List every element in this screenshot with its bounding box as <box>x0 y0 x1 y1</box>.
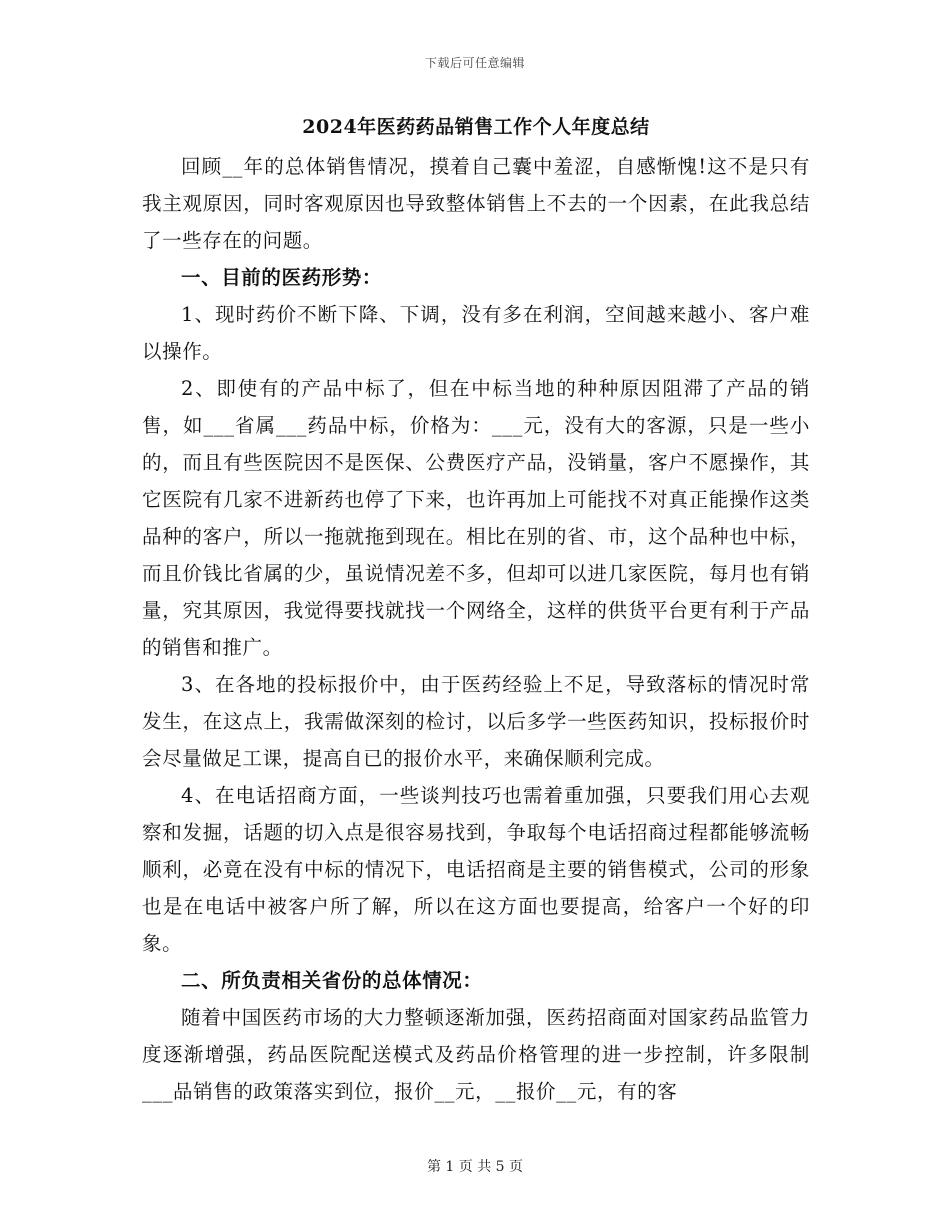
paragraph-section-2: 随着中国医药市场的大力整顿逐渐加强，医药招商面对国家药品监管力度逐渐增强，药品医院配送模式及药品价格管理的进一步控制，许多限制___品销售的政策落实到位，报价__元，__报价__元，有的客 <box>142 1006 810 1103</box>
paragraph-item-4: 4、在电话招商方面，一些谈判技巧也需着重加强，只要我们用心去观察和发掘，话题的切入点是很容易找到，争取每个电话招商过程都能够流畅顺利，必竟在没有中标的情况下，电话招商是主要的销售模式，公司的形象也是在电话中被客户所了解，所以在这方面也要提高，给客户一个好的印象。 <box>142 784 810 955</box>
header-note: 下载后可任意编辑 <box>424 56 525 70</box>
paragraph-item-1: 1、现时药价不断下降、下调，没有多在利润，空间越来越小、客户难以操作。 <box>142 303 810 363</box>
page-number: 第 1 页 共 5 页 <box>426 1159 524 1175</box>
paragraph-item-2: 2、即使有的产品中标了，但在中标当地的种种原因阻滞了产品的销售，如___省属___药品中标，价格为：___元，没有大的客源，只是一些小的，而且有些医院因不是医保、公费医疗产品，没销量，客户不愿操作，其它医院有几家不进新药也停了下来，也许再加上可能找不对真正能操作这类品种的客户，所以一拖就拖到现在。相比在别的省、市，这个品种也中标，而且价钱比省属的少，虽说情况差不多，但却可以进几家医院，每月也有销量，究其原因，我觉得要找就找一个网络全，这样的供货平台更有利于产品的销售和推广。 <box>142 377 810 659</box>
paragraph-intro: 回顾__年的总体销售情况，摸着自己囊中羞涩，自感惭愧!这不是只有我主观原因，同时客观原因也导致整体销售上不去的一个因素，在此我总结了一些存在的问题。 <box>142 155 810 252</box>
section-heading-2: 二、所负责相关省份的总体情况： <box>181 969 483 992</box>
paragraph-item-3: 3、在各地的投标报价中，由于医药经验上不足，导致落标的情况时常发生，在这点上，我需做深刻的检讨，以后多学一些医药知识，投标报价时会尽量做足工课，提高自已的报价水平，来确保顺利完成。 <box>142 673 810 770</box>
section-heading-1: 一、目前的医药形势： <box>181 266 383 289</box>
document-title: 2024年医药药品销售工作个人年度总结 <box>302 116 650 138</box>
document-body <box>142 112 810 1110</box>
